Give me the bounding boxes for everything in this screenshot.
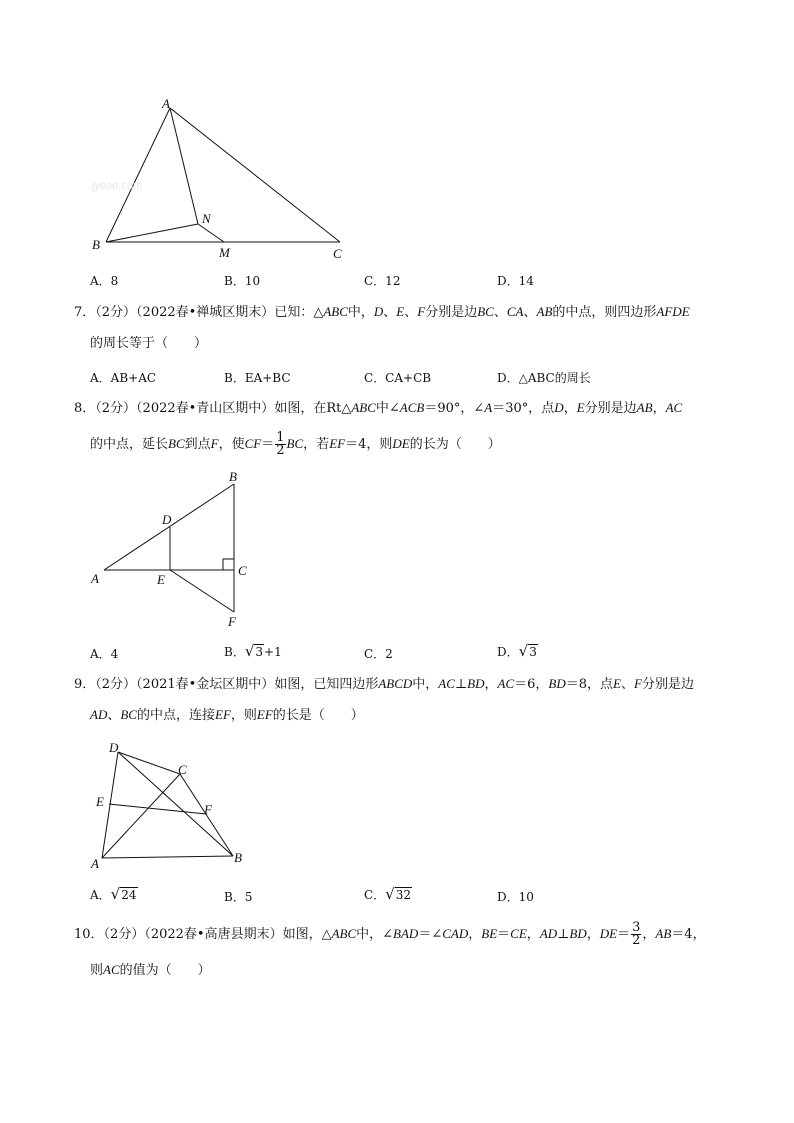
segment-an (170, 108, 198, 224)
q7-option-a[interactable]: A．AB+AC (90, 371, 157, 385)
label-m: M (219, 245, 230, 260)
diagonal-ac (102, 774, 180, 858)
segment-ab (104, 484, 234, 570)
label-e: E (157, 572, 165, 587)
label-e: E (96, 794, 104, 809)
segment-ab (102, 856, 233, 858)
q6-option-c[interactable]: C．12 (364, 274, 401, 288)
q7-stem-line2: 的周长等于（ ） (90, 336, 208, 351)
label-c: C (238, 563, 247, 578)
segment-ef (170, 570, 234, 612)
label-c: C (333, 246, 342, 261)
label-f: F (204, 802, 212, 817)
q8-option-a[interactable]: A．4 (90, 647, 119, 661)
label-b: B (92, 237, 100, 252)
q8-option-c[interactable]: C．2 (364, 647, 393, 661)
q6-option-b[interactable]: B．10 (224, 274, 261, 288)
q10-stem-line1: 10．（2分）（2022春•高唐县期末）如图，△ABC中，∠BAD＝∠CAD，BE＝CE，AD⊥BD，DE＝ $\frac{3}{2}$ ，AB＝4， (74, 920, 706, 948)
segment-nm (198, 224, 224, 242)
label-f: F (228, 614, 236, 629)
label-b: B (234, 850, 242, 865)
q8-option-b[interactable]: B．√3+1 (224, 642, 282, 660)
q7-option-d[interactable]: D．△ABC的周长 (497, 371, 591, 385)
figure-q8-triangle (86, 466, 256, 632)
q9-option-c[interactable]: C．√32 (364, 885, 412, 903)
fraction-three-halves: $\frac{3}{2}$ (632, 920, 641, 948)
q9-stem-line2: AD、BC的中点，连接EF，则EF的长是（ ） (90, 707, 364, 723)
label-c: C (178, 762, 187, 777)
fraction-one-half: $\frac{1}{2}$ (276, 430, 285, 458)
q9-option-b[interactable]: B．5 (224, 890, 253, 904)
figure-q6-triangle (88, 94, 358, 264)
label-b: B (229, 469, 237, 484)
q9-option-d[interactable]: D．10 (497, 890, 534, 904)
segment-ac (170, 108, 340, 242)
q9-stem-line1: 9．（2分）（2021春•金坛区期中）如图，已知四边形ABCD中，AC⊥BD，AC＝6，BD＝8，点E、F分别是边 (74, 676, 694, 692)
q6-option-a[interactable]: A．8 (90, 274, 119, 288)
q8-option-d[interactable]: D．√3 (497, 642, 537, 660)
label-a: A (91, 571, 99, 586)
diagonal-bd (118, 752, 233, 856)
q6-option-d[interactable]: D．14 (497, 274, 534, 288)
q8-stem-line1: 8．（2分）（2022春•青山区期中）如图，在Rt△ABC中∠ACB＝90°，∠A＝30°，点D，E分别是边AB，AC (74, 400, 683, 416)
q9-option-a[interactable]: A．√24 (90, 885, 137, 903)
q8-stem-line2: 的中点，延长BC到点F，使CF＝ $\frac{1}{2}$ BC，若EF＝4，则DE的长为（ ） (90, 430, 501, 458)
label-d: D (162, 512, 172, 527)
q10-stem-line2: 则AC的值为（ ） (90, 962, 211, 978)
q7-option-c[interactable]: C．CA+CB (364, 371, 432, 385)
label-a: A (162, 96, 170, 111)
watermark: jyeoo.com (92, 180, 143, 192)
segment-bn (106, 224, 198, 242)
q7-stem-line1: 7．（2分）（2022春•禅城区期末）已知：△ABC中，D、E、F分别是边BC、CA、AB的中点，则四边形AFDE (74, 304, 690, 320)
label-a: A (91, 856, 99, 871)
label-d: D (109, 740, 119, 755)
q7-option-b[interactable]: B．EA+BC (224, 371, 291, 385)
label-n: N (202, 211, 211, 226)
right-angle-mark (223, 559, 234, 570)
segment-ef (109, 804, 206, 814)
segment-dc (118, 752, 180, 774)
segment-ab (106, 108, 170, 242)
figure-q9-quadrilateral (88, 738, 258, 874)
